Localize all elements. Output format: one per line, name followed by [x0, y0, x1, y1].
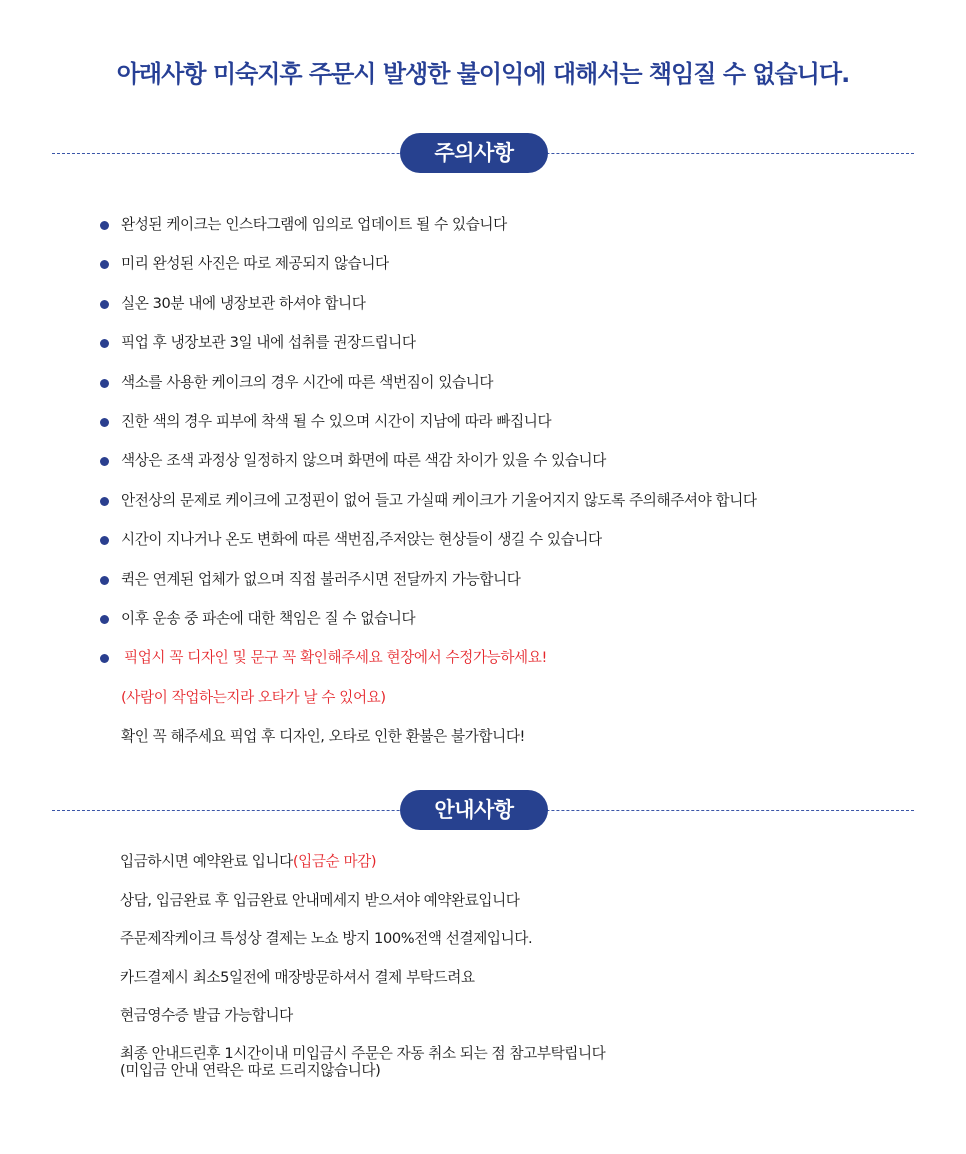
- bullet-icon: [100, 654, 109, 663]
- caution-item: 실온 30분 내에 냉장보관 하셔야 합니다: [100, 291, 757, 330]
- bullet-icon: [100, 615, 109, 624]
- info-final-note: (미입금 안내 연락은 따로 드리지않습니다): [120, 1061, 381, 1079]
- caution-list: [100, 212, 757, 763]
- caution-item: 안전상의 문제로 케이크에 고정핀이 없어 들고 가실때 케이크가 기울어지지 않도록 주의해주셔야 합니다: [100, 488, 757, 527]
- caution-section-divider: [52, 133, 914, 173]
- caution-item: 퀵은 연계된 업체가 없으며 직접 불러주시면 전달까지 가능합니다: [100, 567, 757, 606]
- bullet-icon: [100, 497, 109, 506]
- caution-item: 시간이 지나거나 온도 변화에 따른 색번짐,주저앉는 현상들이 생길 수 있습니다: [100, 527, 757, 566]
- bullet-icon: [100, 418, 109, 427]
- bullet-icon: [100, 576, 109, 585]
- info-line: 상담, 입금완료 후 입금완료 안내메세지 받으셔야 예약완료입니다: [120, 891, 520, 909]
- caution-item: 픽업 후 냉장보관 3일 내에 섭취를 권장드립니다: [100, 330, 757, 369]
- bullet-icon: [100, 221, 109, 230]
- info-final-line: 최종 안내드린후 1시간이내 미입금시 주문은 자동 취소 되는 점 참고부탁립니다: [120, 1044, 606, 1062]
- bullet-icon: [100, 457, 109, 466]
- caution-highlight-item: 픽업시 꼭 디자인 및 문구 꼭 확인해주세요 현장에서 수정가능하세요!: [100, 645, 757, 684]
- caution-item: 완성된 케이크는 인스타그램에 임의로 업데이트 될 수 있습니다: [100, 212, 757, 251]
- info-block: [120, 852, 605, 1079]
- caution-item: 미리 완성된 사진은 따로 제공되지 않습니다: [100, 251, 757, 290]
- info-section-divider: [52, 790, 914, 830]
- caution-item: 색상은 조색 과정상 일정하지 않으며 화면에 따른 색감 차이가 있을 수 있습니다: [100, 448, 757, 487]
- caution-closing-note: 확인 꼭 해주세요 픽업 후 디자인, 오타로 인한 환불은 불가합니다!: [121, 728, 525, 746]
- caution-section-title: 주의사항: [400, 133, 548, 173]
- deposit-order-note: (입금순 마감): [292, 853, 377, 870]
- bullet-icon: [100, 300, 109, 309]
- caution-item: 이후 운송 중 파손에 대한 책임은 질 수 없습니다: [100, 606, 757, 645]
- page-headline: 아래사항 미숙지후 주문시 발생한 불이익에 대해서는 책임질 수 없습니다.: [116, 60, 850, 88]
- bullet-icon: [100, 536, 109, 545]
- info-section-title: 안내사항: [400, 790, 548, 830]
- bullet-icon: [100, 379, 109, 388]
- caution-item: 색소를 사용한 케이크의 경우 시간에 따른 색번짐이 있습니다: [100, 370, 757, 409]
- caution-item: 진한 색의 경우 피부에 착색 될 수 있으며 시간이 지남에 따라 빠집니다: [100, 409, 757, 448]
- info-line: 입금하시면 예약완료 입니다(입금순 마감): [120, 853, 377, 870]
- info-line: 카드결제시 최소5일전에 매장방문하셔서 결제 부탁드려요: [120, 968, 475, 986]
- info-line: 주문제작케이크 특성상 결제는 노쇼 방지 100%전액 선결제입니다.: [120, 930, 533, 948]
- caution-highlight-note: (사람이 작업하는지라 오타가 날 수 있어요): [121, 688, 386, 706]
- bullet-icon: [100, 260, 109, 269]
- bullet-icon: [100, 339, 109, 348]
- info-line: 현금영수증 발급 가능합니다: [120, 1007, 293, 1025]
